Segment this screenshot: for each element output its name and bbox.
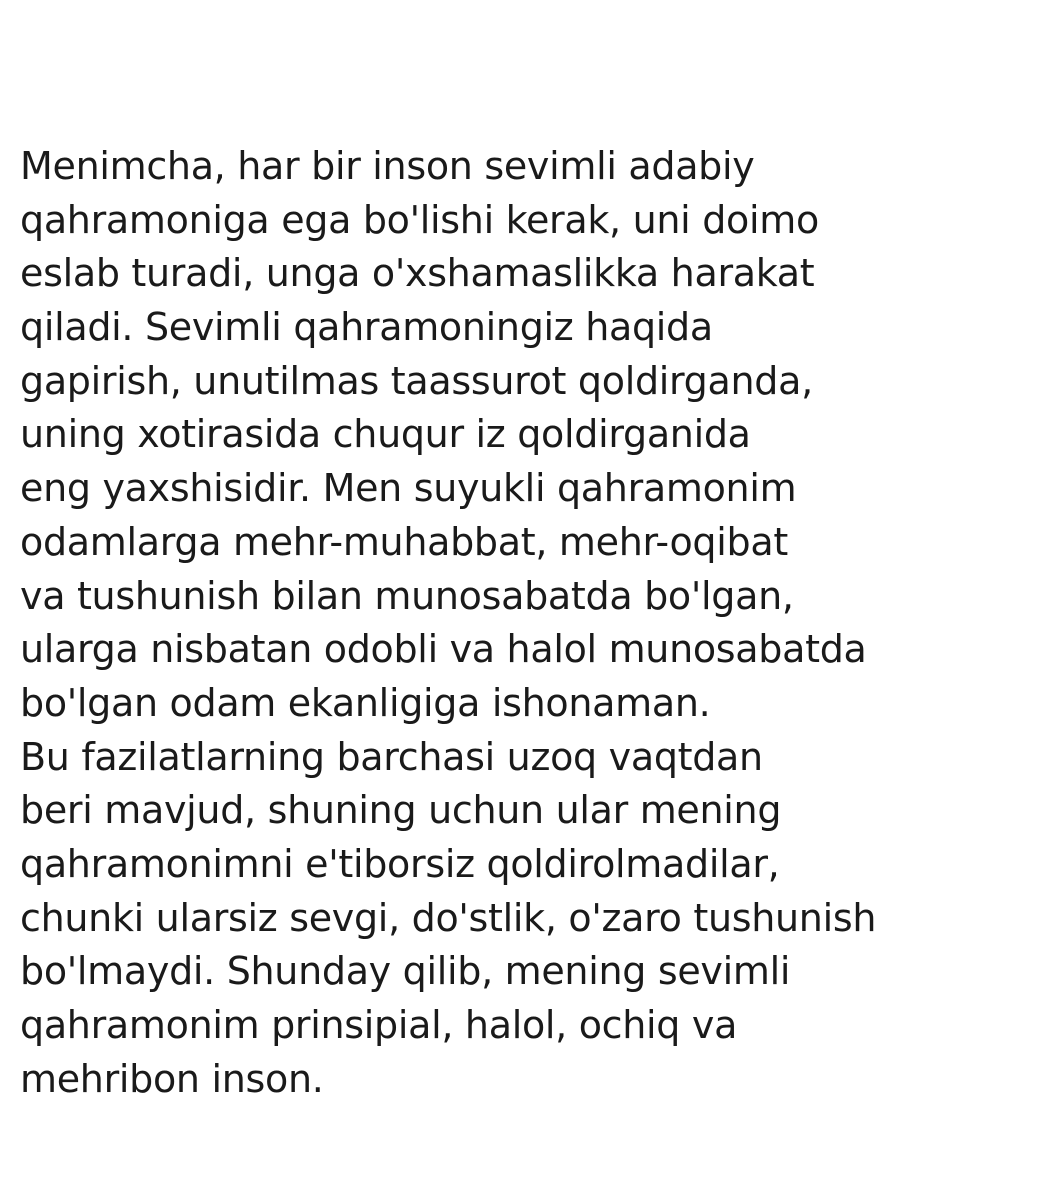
text-line: ularga nisbatan odobli va halol munosabatda <box>20 627 867 672</box>
document-text <box>20 140 1030 1106</box>
text-line: qahramoniga ega bo'lishi kerak, uni doimo <box>20 197 819 242</box>
text-line: qiladi. Sevimli qahramoningiz haqida <box>20 305 713 350</box>
text-line: Menimcha, har bir inson sevimli adabiy <box>20 144 755 188</box>
text-line: eslab turadi, unga o'xshamaslikka harakat <box>20 251 815 296</box>
text-line: chunki ularsiz sevgi, do'stlik, o'zaro tushunish <box>20 895 877 940</box>
text-line: uning xotirasida chuqur iz qoldirganida <box>20 412 751 457</box>
text-line: eng yaxshisidir. Men suyukli qahramonim <box>20 466 797 511</box>
text-line: gapirish, unutilmas taassurot qoldirganda, <box>20 358 813 403</box>
text-line: Bu fazilatlarning barchasi uzoq vaqtdan <box>20 734 763 779</box>
text-line: va tushunish bilan munosabatda bo'lgan, <box>20 573 794 618</box>
text-line: bo'lgan odam ekanligiga ishonaman. <box>20 680 711 725</box>
text-line: mehribon inson. <box>20 1056 324 1101</box>
text-line: beri mavjud, shuning uchun ular mening <box>20 788 782 833</box>
text-line: qahramonim prinsipial, halol, ochiq va <box>20 1003 738 1047</box>
text-line: qahramonimni e'tiborsiz qoldirolmadilar, <box>20 841 780 886</box>
text-line: odamlarga mehr-muhabbat, mehr-oqibat <box>20 519 788 564</box>
text-line: bo'lmaydi. Shunday qilib, mening sevimli <box>20 949 791 994</box>
